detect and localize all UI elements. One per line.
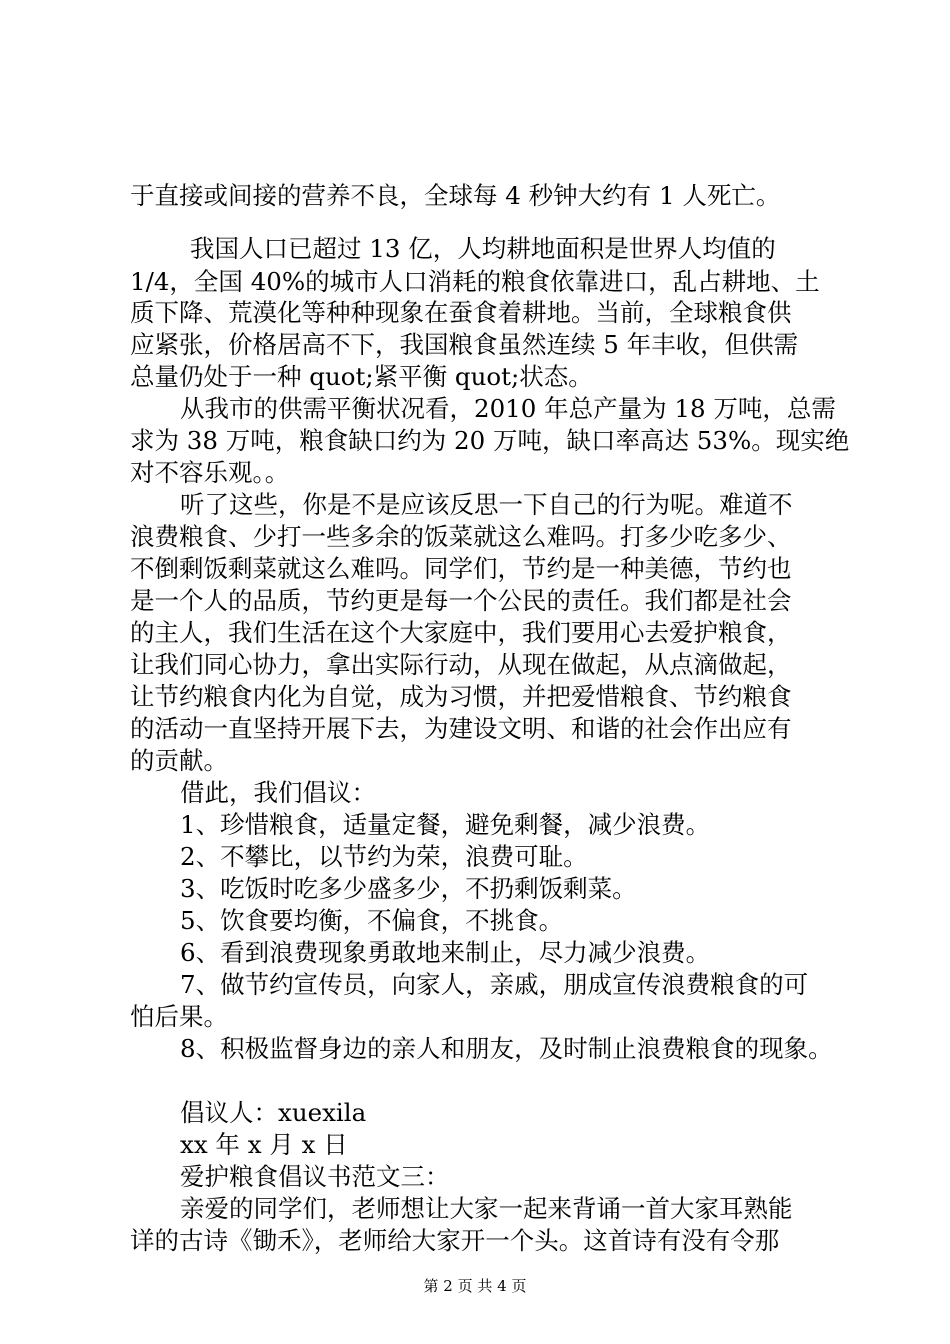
text-line: 听了这些，你是不是应该反思一下自己的行为呢。难道不	[180, 490, 793, 519]
text-line: 不倒剩饭剩菜就这么难吗。同学们，节约是一种美德，节约也	[130, 554, 792, 583]
list-item: 2、不攀比，以节约为荣，浪费可耻。	[180, 842, 588, 871]
text-line: 从我市的供需平衡状况看，2010 年总产量为 18 万吨，总需	[180, 394, 836, 423]
list-item: 1、珍惜粮食，适量定餐，避免剩餐，减少浪费。	[180, 810, 711, 839]
text-line: 的贡献。	[130, 746, 228, 775]
list-item: 8、积极监督身边的亲人和朋友，及时制止浪费粮食的现象。	[180, 1034, 833, 1063]
list-item: 怕后果。	[130, 1002, 228, 1031]
page-number: 第 2 页 共 4 页	[423, 1277, 527, 1295]
text-line: 1/4，全国 40%的城市人口消耗的粮食依靠进口，乱占耕地、土	[130, 267, 820, 296]
list-item: 7、做节约宣传员，向家人，亲戚，朋成宣传浪费粮食的可	[180, 970, 809, 999]
text-line: 详的古诗《锄禾》，老师给大家开一个头。这首诗有没有令那	[130, 1226, 780, 1255]
text-line: 我国人口已超过 13 亿，人均耕地面积是世界人均值的	[190, 234, 776, 263]
text-line: 的主人，我们生活在这个大家庭中，我们要用心去爱护粮食，	[130, 618, 792, 647]
text-line: 求为 38 万吨，粮食缺口约为 20 万吨，缺口率高达 53%。现实绝	[130, 426, 850, 455]
signature-initiator: 倡议人：xuexila	[180, 1098, 367, 1127]
text-line: 总量仍处于一种 quot;紧平衡 quot;状态。	[130, 362, 593, 391]
page-footer	[0, 1276, 950, 1296]
text-line: 亲爱的同学们，老师想让大家一起来背诵一首大家耳熟能	[180, 1194, 793, 1223]
signature-date: xx 年 x 月 x 日	[180, 1130, 348, 1159]
section-heading: 爱护粮食倡议书范文三：	[180, 1162, 450, 1191]
text-line: 于直接或间接的营养不良，全球每 4 秒钟大约有 1 人死亡。	[130, 181, 781, 210]
text-line: 质下降、荒漠化等种种现象在蚕食着耕地。当前，全球粮食供	[130, 298, 792, 327]
text-line: 的活动一直坚持开展下去，为建设文明、和谐的社会作出应有	[130, 714, 792, 743]
text-line: 是一个人的品质，节约更是每一个公民的责任。我们都是社会	[130, 586, 792, 615]
text-line: 让我们同心协力，拿出实际行动，从现在做起，从点滴做起，	[130, 650, 792, 679]
text-line: 让节约粮食内化为自觉，成为习惯，并把爱惜粮食、节约粮食	[130, 682, 792, 711]
text-line: 借此，我们倡议：	[180, 778, 376, 807]
text-line: 对不容乐观。。	[130, 458, 290, 487]
list-item: 5、饮食要均衡，不偏食，不挑食。	[180, 906, 564, 935]
text-line: 应紧张，价格居高不下，我国粮食虽然连续 5 年丰收，但供需	[130, 330, 799, 359]
text-line: 浪费粮食、少打一些多余的饭菜就这么难吗。打多少吃多少、	[130, 522, 792, 551]
list-item: 6、看到浪费现象勇敢地来制止，尽力减少浪费。	[180, 938, 711, 967]
list-item: 3、吃饭时吃多少盛多少，不扔剩饭剩菜。	[180, 874, 637, 903]
